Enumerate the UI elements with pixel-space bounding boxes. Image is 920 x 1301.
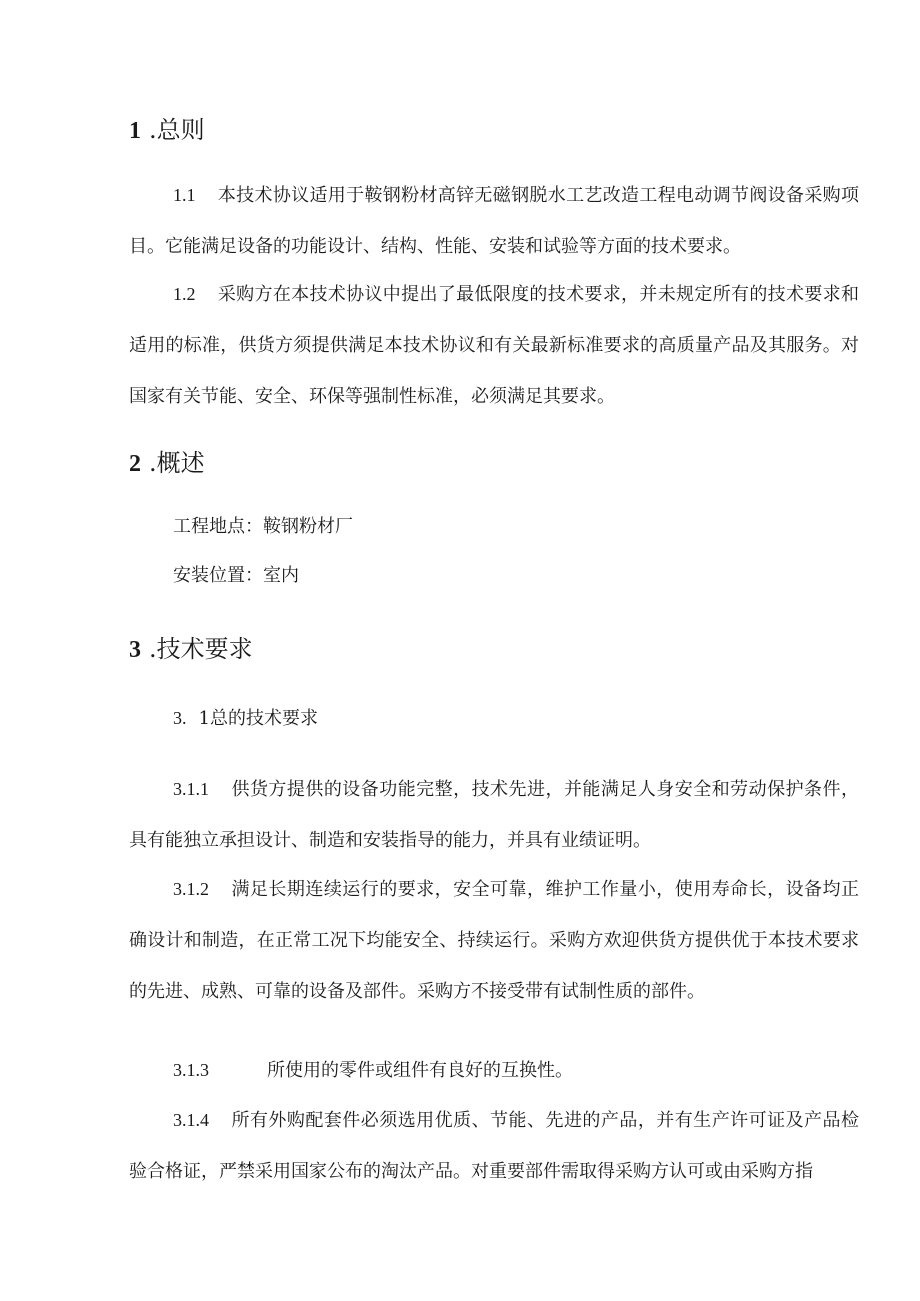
clause-number: 1.1	[173, 185, 196, 205]
section-number: 2	[129, 451, 141, 477]
subsection-heading-3-1	[173, 703, 318, 734]
subsection-number: 3.	[173, 708, 187, 728]
clause-text: 采购方在本技术协议中提出了最低限度的技术要求，并未规定所有的技术要求和适用的标准，供货方须提供满足本技术协议和有关最新标准要求的高质量产品及其服务。对国家有关节能、安全、环保等强制性标准，必须满足其要求。	[129, 284, 859, 407]
site-line: 工程地点：鞍钢粉材厂	[173, 516, 353, 537]
paragraph-3-1-4	[129, 1095, 859, 1197]
section-title: .技术要求	[149, 635, 253, 663]
subsection-title: 1总的技术要求	[198, 708, 318, 729]
clause-text: 本技术协议适用于鞍钢粉材高锌无磁钢脱水工艺改造工程电动调节阀设备采购项目。它能满足设备的功能设计、结构、性能、安装和试验等方面的技术要求。	[129, 185, 859, 257]
clause-number: 3.1.4	[173, 1110, 209, 1130]
clause-number: 1.2	[173, 284, 196, 304]
clause-text: 满足长期连续运行的要求，安全可靠，维护工作量小，使用寿命长，设备均正确设计和制造，在正常工况下均能安全、持续运行。采购方欢迎供货方提供优于本技术要求的先进、成熟、可靠的设备及部件。采购方不接受带有试制性质的部件。	[129, 879, 859, 1002]
install-line: 安装位置：室内	[173, 565, 299, 586]
section-heading-2	[129, 448, 205, 479]
paragraph-1-2	[129, 269, 859, 422]
section-heading-1	[129, 115, 205, 146]
section-number: 3	[129, 637, 141, 663]
paragraph-1-1	[129, 170, 859, 272]
clause-number: 3.1.2	[173, 879, 209, 899]
clause-number: 3.1.1	[173, 779, 209, 799]
clause-text: 所有外购配套件必须选用优质、节能、先进的产品，并有生产许可证及产品检验合格证，严禁采用国家公布的淘汰产品。对重要部件需取得采购方认可或由采购方指	[129, 1110, 859, 1182]
section-heading-3	[129, 634, 253, 665]
paragraph-3-1-2	[129, 864, 859, 1017]
section-title: .概述	[149, 449, 205, 477]
clause-text: 供货方提供的设备功能完整，技术先进，并能满足人身安全和劳动保护条件，具有能独立承担设计、制造和安装指导的能力，并具有业绩证明。	[129, 779, 859, 851]
paragraph-3-1-1	[129, 764, 859, 866]
section-number: 1	[129, 118, 141, 144]
paragraph-3-1-3	[129, 1045, 859, 1096]
clause-number: 3.1.3	[173, 1060, 209, 1080]
section-title: .总则	[149, 116, 205, 144]
clause-text: 所使用的零件或组件有良好的互换性。	[267, 1060, 573, 1081]
